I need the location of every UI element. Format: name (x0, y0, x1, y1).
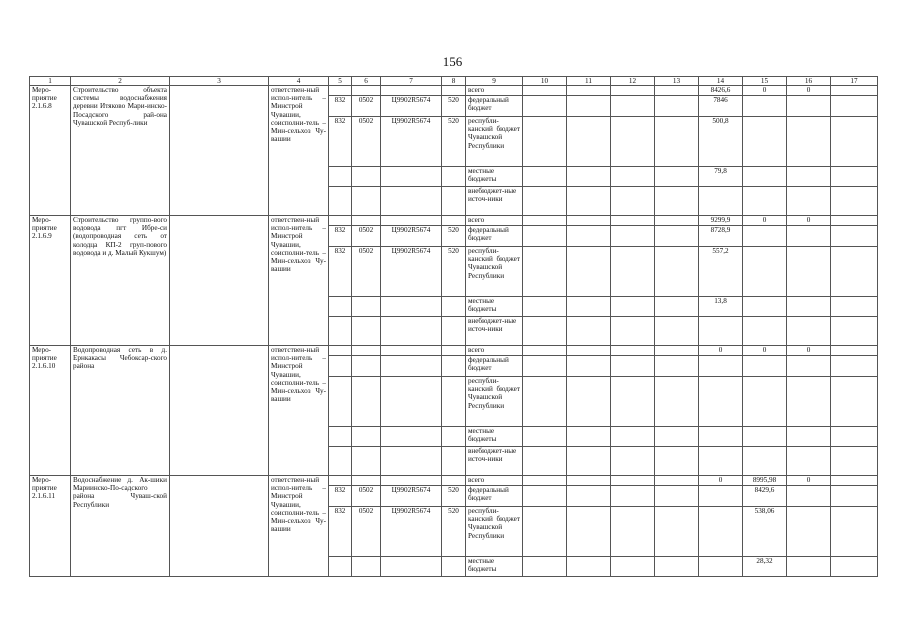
grbs-code (329, 377, 352, 427)
year-value (523, 167, 567, 187)
grbs-code (329, 86, 352, 96)
year-value (611, 346, 655, 356)
executors-cell: ответствен-ный испол-нитель – Минстрой Чувашии, соисполни-тель – Мин-сельхоз Чу-вашии (269, 216, 329, 346)
rzpr-code: 0502 (352, 247, 381, 297)
rzpr-code: 0502 (352, 117, 381, 167)
executors-cell: ответствен-ный испол-нитель – Минстрой Чувашии, соисполни-тель – Мин-сельхоз Чу-вашии (269, 476, 329, 577)
year-value (567, 117, 611, 167)
year-value-col14: 0 (699, 476, 743, 486)
funding-source: республи-канский бюджет Чувашской Республики (466, 117, 523, 167)
year-value (567, 187, 611, 216)
year-value-col16 (787, 247, 831, 297)
year-value (523, 247, 567, 297)
rzpr-code (352, 317, 381, 346)
year-value-col17 (831, 117, 878, 167)
year-value (655, 447, 699, 476)
measure-code: Меро-приятие 2.1.6.11 (30, 476, 71, 577)
year-value (567, 486, 611, 507)
column-header: 12 (611, 77, 655, 86)
grbs-code (329, 167, 352, 187)
year-value-col15: 0 (743, 346, 787, 356)
grbs-code (329, 187, 352, 216)
year-value (523, 317, 567, 346)
csr-code (381, 167, 442, 187)
csr-code (381, 557, 442, 577)
year-value (655, 486, 699, 507)
vr-code (442, 476, 466, 486)
year-value-col16 (787, 187, 831, 216)
csr-code (381, 317, 442, 346)
funding-source: всего (466, 346, 523, 356)
year-value (655, 226, 699, 247)
year-value-col15 (743, 167, 787, 187)
grbs-code (329, 427, 352, 447)
year-value (523, 557, 567, 577)
year-value-col15 (743, 297, 787, 317)
year-value (611, 96, 655, 117)
grbs-code: 832 (329, 117, 352, 167)
year-value-col16 (787, 377, 831, 427)
year-value (523, 86, 567, 96)
vr-code (442, 216, 466, 226)
column-header: 10 (523, 77, 567, 86)
funding-source: внебюджет-ные источ-ники (466, 317, 523, 346)
empty-cell (170, 86, 269, 216)
year-value-col16 (787, 297, 831, 317)
measure-name: Строительство объекта системы водоснабжения деревни Итяково Мари-инско-Посадского рай-она Чувашской Респуб-лики (71, 86, 170, 216)
year-value-col15: 8429,6 (743, 486, 787, 507)
csr-code (381, 447, 442, 476)
year-value (567, 247, 611, 297)
year-value-col16 (787, 96, 831, 117)
grbs-code (329, 557, 352, 577)
year-value (611, 447, 655, 476)
grbs-code (329, 356, 352, 377)
grbs-code (329, 447, 352, 476)
year-value-col16 (787, 167, 831, 187)
rzpr-code: 0502 (352, 226, 381, 247)
column-header: 14 (699, 77, 743, 86)
year-value-col15 (743, 226, 787, 247)
year-value-col14: 13,8 (699, 297, 743, 317)
year-value (655, 86, 699, 96)
year-value (611, 117, 655, 167)
year-value-col15 (743, 317, 787, 346)
vr-code: 520 (442, 507, 466, 557)
year-value-col17 (831, 96, 878, 117)
column-header: 6 (352, 77, 381, 86)
page-number: 156 (442, 54, 463, 69)
vr-code (442, 167, 466, 187)
year-value-col17 (831, 557, 878, 577)
csr-code (381, 356, 442, 377)
year-value (567, 317, 611, 346)
csr-code: Ц9902R5674 (381, 507, 442, 557)
year-value-col15 (743, 187, 787, 216)
csr-code (381, 297, 442, 317)
funding-source: республи-канский бюджет Чувашской Республики (466, 507, 523, 557)
year-value-col15: 538,06 (743, 507, 787, 557)
vr-code (442, 86, 466, 96)
year-value-col14 (699, 486, 743, 507)
measure-name: Строительство группо-вого водовода пгт Ибре-си (водопроводная сеть от колодца КП-2 груп-пового водовода и д. Малый Кукшум) (71, 216, 170, 346)
vr-code: 520 (442, 486, 466, 507)
year-value (655, 317, 699, 346)
vr-code (442, 377, 466, 427)
year-value-col17 (831, 297, 878, 317)
measure-name: Водопроводная сеть в д. Ернкакасы Чебоксар-ского района (71, 346, 170, 476)
funding-source: всего (466, 86, 523, 96)
year-value (655, 167, 699, 187)
year-value (611, 247, 655, 297)
year-value-col15 (743, 96, 787, 117)
empty-cell (170, 216, 269, 346)
column-header: 9 (466, 77, 523, 86)
grbs-code (329, 317, 352, 346)
csr-code (381, 377, 442, 427)
year-value (567, 507, 611, 557)
grbs-code: 832 (329, 507, 352, 557)
year-value (611, 216, 655, 226)
year-value (523, 356, 567, 377)
year-value-col14: 8728,9 (699, 226, 743, 247)
rzpr-code (352, 476, 381, 486)
empty-cell (170, 346, 269, 476)
year-value (611, 297, 655, 317)
measure-code: Меро-приятие 2.1.6.9 (30, 216, 71, 346)
csr-code (381, 216, 442, 226)
year-value-col14: 7846 (699, 96, 743, 117)
vr-code (442, 346, 466, 356)
year-value (611, 557, 655, 577)
funding-source: местные бюджеты (466, 297, 523, 317)
year-value (523, 96, 567, 117)
funding-source: местные бюджеты (466, 427, 523, 447)
csr-code (381, 427, 442, 447)
year-value-col14: 500,8 (699, 117, 743, 167)
csr-code (381, 187, 442, 216)
year-value (611, 377, 655, 427)
year-value (655, 377, 699, 427)
year-value-col14 (699, 377, 743, 427)
rzpr-code: 0502 (352, 486, 381, 507)
year-value-col16 (787, 447, 831, 476)
table-row (30, 476, 878, 486)
year-value-col17 (831, 476, 878, 486)
year-value-col15 (743, 427, 787, 447)
funding-source: местные бюджеты (466, 557, 523, 577)
rzpr-code (352, 167, 381, 187)
year-value-col16 (787, 486, 831, 507)
grbs-code: 832 (329, 226, 352, 247)
year-value (611, 486, 655, 507)
year-value-col14 (699, 447, 743, 476)
year-value-col16: 0 (787, 346, 831, 356)
rzpr-code (352, 297, 381, 317)
year-value (567, 447, 611, 476)
column-header: 8 (442, 77, 466, 86)
year-value-col15 (743, 247, 787, 297)
rzpr-code: 0502 (352, 507, 381, 557)
column-number-row (30, 77, 878, 86)
year-value-col15: 8995,98 (743, 476, 787, 486)
column-header: 1 (30, 77, 71, 86)
year-value-col17 (831, 86, 878, 96)
grbs-code (329, 476, 352, 486)
year-value (655, 117, 699, 167)
column-header: 16 (787, 77, 831, 86)
year-value (567, 346, 611, 356)
year-value (567, 167, 611, 187)
year-value-col15 (743, 447, 787, 476)
year-value (655, 476, 699, 486)
year-value (523, 486, 567, 507)
csr-code (381, 346, 442, 356)
year-value-col15 (743, 117, 787, 167)
year-value-col17 (831, 317, 878, 346)
year-value (655, 427, 699, 447)
year-value-col16 (787, 557, 831, 577)
year-value (567, 297, 611, 317)
funding-source: республи-канский бюджет Чувашской Республики (466, 247, 523, 297)
year-value (523, 226, 567, 247)
year-value-col14 (699, 317, 743, 346)
year-value-col17 (831, 167, 878, 187)
year-value (523, 447, 567, 476)
column-header: 15 (743, 77, 787, 86)
year-value-col15 (743, 356, 787, 377)
year-value-col16: 0 (787, 86, 831, 96)
column-header: 5 (329, 77, 352, 86)
year-value (611, 317, 655, 346)
vr-code: 520 (442, 96, 466, 117)
year-value-col14 (699, 427, 743, 447)
year-value (655, 216, 699, 226)
vr-code (442, 297, 466, 317)
year-value (523, 507, 567, 557)
funding-source: федеральный бюджет (466, 486, 523, 507)
funding-source: местные бюджеты (466, 167, 523, 187)
grbs-code: 832 (329, 486, 352, 507)
year-value-col17 (831, 377, 878, 427)
year-value (523, 117, 567, 167)
year-value (655, 96, 699, 117)
year-value (567, 356, 611, 377)
year-value (611, 356, 655, 377)
rzpr-code: 0502 (352, 96, 381, 117)
year-value (567, 476, 611, 486)
column-header: 7 (381, 77, 442, 86)
year-value (567, 377, 611, 427)
year-value (611, 86, 655, 96)
year-value (567, 216, 611, 226)
year-value-col16 (787, 117, 831, 167)
vr-code: 520 (442, 117, 466, 167)
funding-source: всего (466, 476, 523, 486)
column-header: 3 (170, 77, 269, 86)
measure-name: Водоснабжение д. Ак-шики Мариинско-По-садского района Чуваш-ской Республики (71, 476, 170, 577)
funding-source: федеральный бюджет (466, 96, 523, 117)
year-value-col14 (699, 557, 743, 577)
funding-source: внебюджет-ные источ-ники (466, 187, 523, 216)
executors-cell: ответствен-ный испол-нитель – Минстрой Чувашии, соисполни-тель – Мин-сельхоз Чу-вашии (269, 346, 329, 476)
year-value (655, 557, 699, 577)
csr-code (381, 476, 442, 486)
csr-code: Ц9902R5674 (381, 96, 442, 117)
year-value (611, 427, 655, 447)
csr-code: Ц9902R5674 (381, 117, 442, 167)
year-value (611, 187, 655, 216)
year-value-col14: 557,2 (699, 247, 743, 297)
column-header: 11 (567, 77, 611, 86)
rzpr-code (352, 346, 381, 356)
funding-source: федеральный бюджет (466, 226, 523, 247)
grbs-code: 832 (329, 247, 352, 297)
year-value-col17 (831, 187, 878, 216)
year-value-col16 (787, 226, 831, 247)
measure-code: Меро-приятие 2.1.6.10 (30, 346, 71, 476)
year-value (523, 346, 567, 356)
rzpr-code (352, 557, 381, 577)
year-value (523, 377, 567, 427)
rzpr-code (352, 86, 381, 96)
column-header: 13 (655, 77, 699, 86)
table-row (30, 216, 878, 226)
vr-code (442, 557, 466, 577)
year-value-col14 (699, 187, 743, 216)
vr-code (442, 356, 466, 377)
vr-code (442, 317, 466, 346)
measure-code: Меро-приятие 2.1.6.8 (30, 86, 71, 216)
year-value (655, 356, 699, 377)
csr-code (381, 86, 442, 96)
year-value (523, 476, 567, 486)
executors-cell: ответствен-ный испол-нитель – Минстрой Чувашии, соисполни-тель – Мин-сельхоз Чу-вашии (269, 86, 329, 216)
funding-source: республи-канский бюджет Чувашской Республики (466, 377, 523, 427)
year-value-col15: 0 (743, 216, 787, 226)
year-value-col17 (831, 216, 878, 226)
year-value-col14 (699, 507, 743, 557)
budget-table (29, 76, 878, 577)
vr-code (442, 447, 466, 476)
year-value (523, 297, 567, 317)
year-value-col16 (787, 427, 831, 447)
year-value (655, 187, 699, 216)
year-value-col17 (831, 427, 878, 447)
year-value (655, 297, 699, 317)
year-value-col17 (831, 356, 878, 377)
rzpr-code (352, 377, 381, 427)
year-value-col16: 0 (787, 476, 831, 486)
year-value-col15 (743, 377, 787, 427)
year-value-col16 (787, 507, 831, 557)
table-row (30, 86, 878, 96)
vr-code (442, 427, 466, 447)
year-value-col16 (787, 356, 831, 377)
funding-source: федеральный бюджет (466, 356, 523, 377)
funding-source: всего (466, 216, 523, 226)
grbs-code: 832 (329, 96, 352, 117)
year-value-col14 (699, 356, 743, 377)
year-value-col17 (831, 507, 878, 557)
rzpr-code (352, 187, 381, 216)
year-value-col15: 0 (743, 86, 787, 96)
csr-code: Ц9902R5674 (381, 226, 442, 247)
vr-code (442, 187, 466, 216)
rzpr-code (352, 427, 381, 447)
year-value (655, 507, 699, 557)
funding-source: внебюджет-ные источ-ники (466, 447, 523, 476)
year-value-col17 (831, 226, 878, 247)
csr-code: Ц9902R5674 (381, 247, 442, 297)
column-header: 17 (831, 77, 878, 86)
year-value-col17 (831, 486, 878, 507)
rzpr-code (352, 216, 381, 226)
csr-code: Ц9902R5674 (381, 486, 442, 507)
grbs-code (329, 216, 352, 226)
vr-code: 520 (442, 226, 466, 247)
grbs-code (329, 346, 352, 356)
column-header: 2 (71, 77, 170, 86)
year-value-col17 (831, 247, 878, 297)
year-value-col14: 8426,6 (699, 86, 743, 96)
year-value (567, 557, 611, 577)
year-value (655, 346, 699, 356)
year-value-col17 (831, 346, 878, 356)
year-value (567, 226, 611, 247)
column-header: 4 (269, 77, 329, 86)
year-value-col14: 0 (699, 346, 743, 356)
year-value-col15: 28,32 (743, 557, 787, 577)
year-value-col16: 0 (787, 216, 831, 226)
empty-cell (170, 476, 269, 577)
year-value-col16 (787, 317, 831, 346)
vr-code: 520 (442, 247, 466, 297)
year-value (611, 507, 655, 557)
grbs-code (329, 297, 352, 317)
year-value (567, 86, 611, 96)
year-value (655, 247, 699, 297)
year-value (567, 96, 611, 117)
year-value (523, 427, 567, 447)
year-value (567, 427, 611, 447)
year-value-col17 (831, 447, 878, 476)
rzpr-code (352, 356, 381, 377)
year-value-col14: 9299,9 (699, 216, 743, 226)
year-value (611, 476, 655, 486)
year-value-col14: 79,8 (699, 167, 743, 187)
year-value (611, 226, 655, 247)
year-value (523, 187, 567, 216)
year-value (523, 216, 567, 226)
table-row (30, 346, 878, 356)
year-value (611, 167, 655, 187)
rzpr-code (352, 447, 381, 476)
